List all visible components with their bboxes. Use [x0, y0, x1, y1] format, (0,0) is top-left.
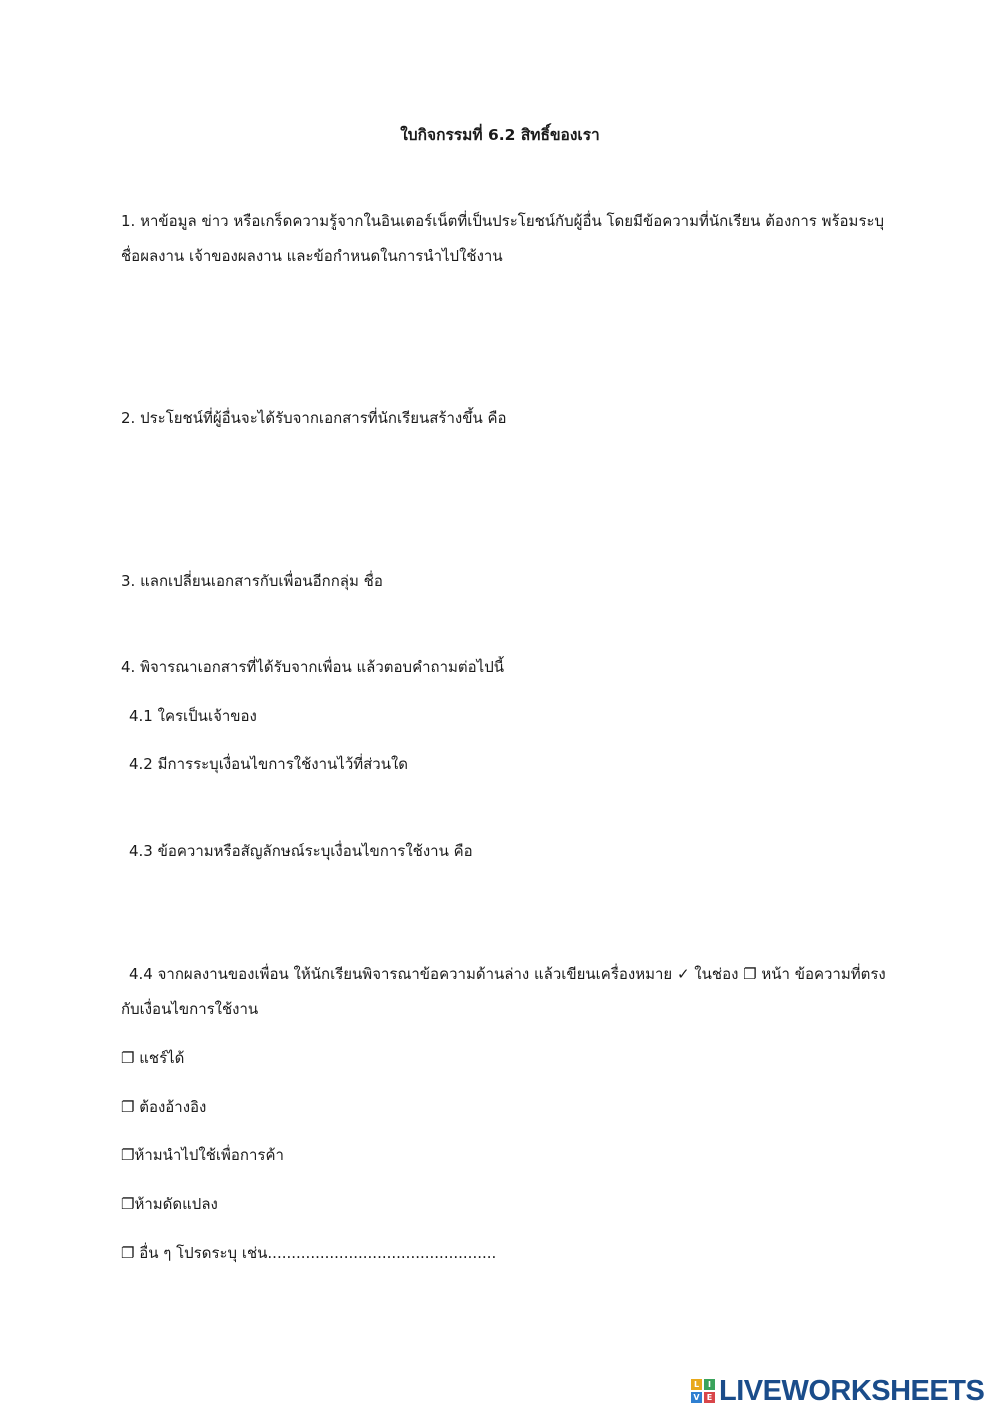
question-1-line-1: 1. หาข้อมูล ข่าว หรือเกร็ดความรู้จากในอินเตอร์เน็ตที่เป็นประโยชน์กับผู้อื่น โดยมีข้อความที่นักเรียน ต้องการ พร้อมระบุ: [121, 212, 885, 230]
logo-mark-v: V: [691, 1392, 702, 1403]
question-4-4-line-1: 4.4 จากผลงานของเพื่อน ให้นักเรียนพิจารณาข้อความด้านล่าง แล้วเขียนเครื่องหมาย ✓ ในช่อง ❐ หน้า ข้อความที่ตรง: [129, 965, 886, 983]
option-attribution[interactable]: ❐ ต้องอ้างอิง: [121, 1098, 207, 1116]
logo-mark-l: L: [691, 1379, 702, 1390]
liveworksheets-logo: [691, 1372, 984, 1410]
worksheet-title: ใบกิจกรรมที่ 6.2 สิทธิ์ของเรา: [400, 126, 600, 144]
liveworksheets-logo-text: LIVEWORKSHEETS: [719, 1374, 985, 1407]
logo-mark-e: E: [704, 1392, 715, 1403]
question-3: 3. แลกเปลี่ยนเอกสารกับเพื่อนอีกกลุ่ม ชื่อ: [121, 572, 383, 590]
question-4-1: 4.1 ใครเป็นเจ้าของ: [129, 707, 257, 725]
question-4-4-line-2: กับเงื่อนไขการใช้งาน: [121, 1000, 259, 1018]
option-no-derivatives[interactable]: ❐ห้ามดัดแปลง: [121, 1195, 218, 1213]
question-2: 2. ประโยชน์ที่ผู้อื่นจะได้รับจากเอกสารที่นักเรียนสร้างขึ้น คือ: [121, 409, 507, 427]
logo-mark-i: I: [704, 1379, 715, 1390]
option-share[interactable]: ❐ แชร์ได้: [121, 1049, 185, 1067]
question-4-2: 4.2 มีการระบุเงื่อนไขการใช้งานไว้ที่ส่วนใด: [129, 755, 409, 773]
question-4-3: 4.3 ข้อความหรือสัญลักษณ์ระบุเงื่อนไขการใช้งาน คือ: [129, 842, 473, 860]
question-4: 4. พิจารณาเอกสารที่ได้รับจากเพื่อน แล้วตอบคำถามต่อไปนี้: [121, 658, 504, 676]
option-other[interactable]: ❐ อื่น ๆ โปรดระบุ เช่น................................................: [121, 1244, 497, 1262]
liveworksheets-logo-icon: [691, 1379, 715, 1403]
question-1-line-2: ชื่อผลงาน เจ้าของผลงาน และข้อกำหนดในการนำไปใช้งาน: [121, 247, 503, 265]
option-noncommercial[interactable]: ❐ห้ามนำไปใช้เพื่อการค้า: [121, 1146, 284, 1164]
